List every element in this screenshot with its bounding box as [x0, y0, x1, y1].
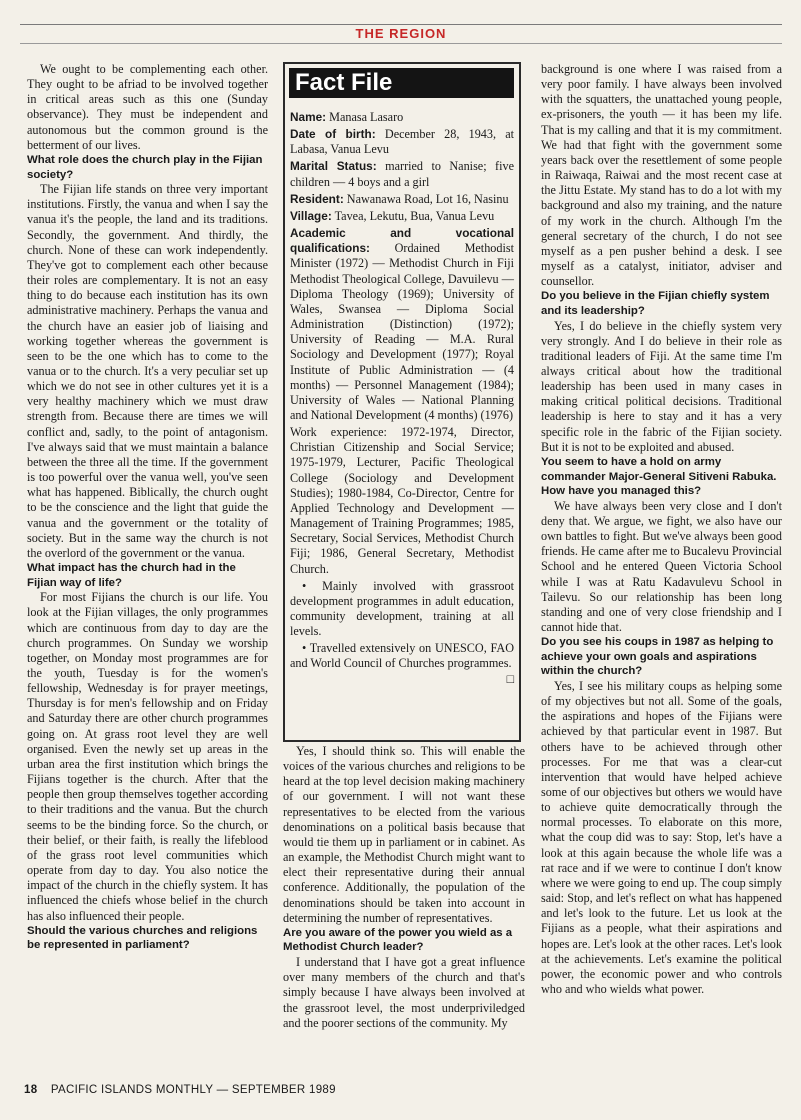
question: What role does the church play in the Fijian society? — [27, 153, 263, 181]
fact-marital: Marital Status: married to Nanise; five children — 4 boys and a girl — [290, 159, 514, 189]
paragraph: We have always been very close and I don't deny that. We argue, we fight, we also have our own battles to fight. But we've always been good friends. He came after me to Bucalevu Provincial School and he entered Queen Victoria School while I was at Ratu Kadavulevu School in Tailevu. So our relationship has been long standing and one of very close friendship and I cannot hide that. — [541, 498, 782, 634]
magazine-name: PACIFIC ISLANDS MONTHLY — SEPTEMBER 1989 — [50, 1084, 336, 1096]
fact-work: Work experience: 1972-1974, Director, Christian Citizenship and Social Service; 1975-1979, Lecturer, Pacific Theological College (Sociology and Development Studies); 1980-1984, Co-Director, Centre for Applied Technology and Development — Management of Training Programmes; 1985, Secretary, Social Services, Methodist Church Fiji; 1986, General Secretary, Methodist Church. — [290, 425, 514, 576]
paragraph: background is one where I was raised from a very poor family. I have always been involved with the squatters, the unattached young people, ex-prisoners, the youth — it has been my life. That is my calling and that it is my commitment. We had that fight with the government some years back over the resettlement of some people in Raiwaqa, Raiwai and the most recent case at the Jittu Estate. My stand has to do a lot with my background and also my training, and the nature of my work in the church. Although I'm the general secretary of the church, I do not see myself as a pen pusher behind a desk. I see myself as a catalyst, initiator, adviser and counsellor. — [541, 62, 782, 289]
section-title: THE REGION — [348, 26, 455, 41]
paragraph: Yes, I do believe in the chiefly system very very strongly. And I do believe in their role as traditional leaders of Fiji. At the same time I'm always critical about how the traditional leadership has been used in many cases in making critical political decisions. Traditional leadership is here to stay and it has a very specific role in the fabric of the Fijian society. But it is not to be exploited and abused. — [541, 318, 782, 454]
paragraph: I understand that I have got a great influence over many members of the church and that's simply because I have always been involved at the grassroot level, the most underpriviledged and the poorer sections of the community. My — [283, 955, 525, 1030]
fact-name: Name: Manasa Lasaro — [290, 110, 404, 124]
fact-resident: Resident: Nawanawa Road, Lot 16, Nasinu — [290, 191, 509, 206]
fact-village: Village: Tavea, Lekutu, Bua, Vanua Levu — [290, 208, 495, 223]
paragraph: Yes, I see his military coups as helping some of my objectives but not all. Some of the goals, the aspirations and hopes of the Fijians were achieved by that particular event in 1987. But others have to be achieved through other processes. For me that was a clear-cut intervention that would have helped achieve some of our objectives but others we would have to achieve quite democratically through the normal processes. To elaborate on this more, what the coup did was to say: Stop, let's have a look at this again because the whole life was a rat race and if we were to continue I don't know where we were going to end up. The coup simply said: Stop, and let's reflect on what has happened and let's look to the future. Let us look at the Fijians as a people, what their aspirations and hopes are. Let's look at the other races. Let's look at the achievements. Let's examine the political power, the economic power and who controls who and who wields what power. — [541, 678, 782, 997]
fact-file-body — [289, 110, 515, 686]
section-header — [20, 24, 782, 44]
column-1 — [27, 62, 268, 1072]
fact-dob: Date of birth: December 28, 1943, at Labasa, Vanua Levu — [290, 127, 515, 157]
question: What impact has the church had in the Fijian way of life? — [27, 562, 236, 589]
question: Do you see his coups in 1987 as helping to achieve your own goals and aspirations within the church? — [541, 636, 774, 678]
question: Do you believe in the Fijian chiefly system and its leadership? — [541, 290, 770, 317]
question: You seem to have a hold on army commander Major-General Sitiveni Rabuka. How have you managed this? — [541, 455, 777, 498]
fact-academic: Academic and vocational qualifications: Ordained Methodist Minister (1972) — Methodist Church in Fiji Methodist Theological College, Davuilevu — Diploma Theology (1969); University of Wales, Swansea — Diploma Social Administration (Distinction) (1972); University of Reading — M.A. Rural Sociology and Development (1977); Royal Institute of Public Administration — (4 months) — Personnel Management (1984); University of Wales — National Planning and National Development (4 months) (1976) — [290, 226, 514, 422]
column-2 — [283, 744, 525, 1072]
question: Should the various churches and religions be represented in parliament? — [27, 924, 258, 952]
page-footer — [24, 1084, 444, 1096]
paragraph: The Fijian life stands on three very important institutions. Firstly, the vanua and when I say the vanua it's the people, the land and its traditions. Secondly, the government. And thirdly, the church. None of these can work independently. They've got to complement each other because their roles are complementary. It is not an easy thing to do because each institution has its own administrative machinery. Perhaps the vanua and the church have an easier job of liaising and working together whereas the government is seen to be the one which has to come to the vanua or to the church. It's a very peculiar set up which we do not see in other cultures yet it is a very healthy machinery which we must draw strength from. Because there are times we will conflict and, sadly, to the point of antagonism. I've always said that we must maintain a balance between the three all the time. If the government is too powerful over the vanua well, you've seen what has happened. Biblically, the church ought to be the conscience and the light that guide the vanua and the government or the totality of society. But in the same way the church is not the overlord of the government or the vanua. — [27, 182, 268, 560]
fact-file-box — [283, 62, 521, 742]
paragraph: Yes, I should think so. This will enable the voices of the various churches and religions to be heard at the top level decision making machinery of our government. I will not want these representatives to be elected from the various denominations on a political basis because that would tie them up in parliament or in cabinet. As an example, the Methodist Church might want to elect their representative during their annual conference. Additionally, the population of the denominations should be taken into account in determining the number of representatives. — [283, 744, 525, 925]
paragraph: For most Fijians the church is our life. You look at the Fijian villages, the only programmes which are continuous from day to day are the church programmes. On Sunday we worship together, on Monday most programmes are for the youth, Tuesday is for the women's fellowship, Wednesday is for prayer meetings, Thursday is for men's fellowship and on Friday and Saturday there are other church programmes going on. At grass root level they are well organised. Even the newly set up areas in the urban area the first institution which brings the Fijians together is the church. After that the people then group themselves together according to their traditions and the vanua. But the church seems to be the binding force. So the church, or their belief, or their faith, is really the lifeblood of the grass root level communities which operate from day to day. You also notice the impact of the church in the chiefly system. It has influenced the chiefs whose belief in the church has also influenced their people. — [27, 590, 268, 923]
column-3 — [541, 62, 782, 1072]
paragraph: We ought to be complementing each other. They ought to be afriad to be involved together in critical areas such as this one (Sunday observance). They must be independent and autonomous but the common ground is the betterment of our lives. — [27, 62, 268, 152]
page-number: 18 — [24, 1084, 38, 1096]
end-mark-icon: □ — [506, 671, 514, 686]
fact-file-title: Fact File — [289, 68, 514, 98]
question: Are you aware of the power you wield as a Methodist Church leader? — [283, 926, 513, 954]
fact-bullet-2: • Travelled extensively on UNESCO, FAO and World Council of Churches programmes. □ — [290, 641, 514, 686]
fact-bullet-1: • Mainly involved with grassroot development programmes in adult education, community development, training at all levels. — [290, 578, 514, 639]
